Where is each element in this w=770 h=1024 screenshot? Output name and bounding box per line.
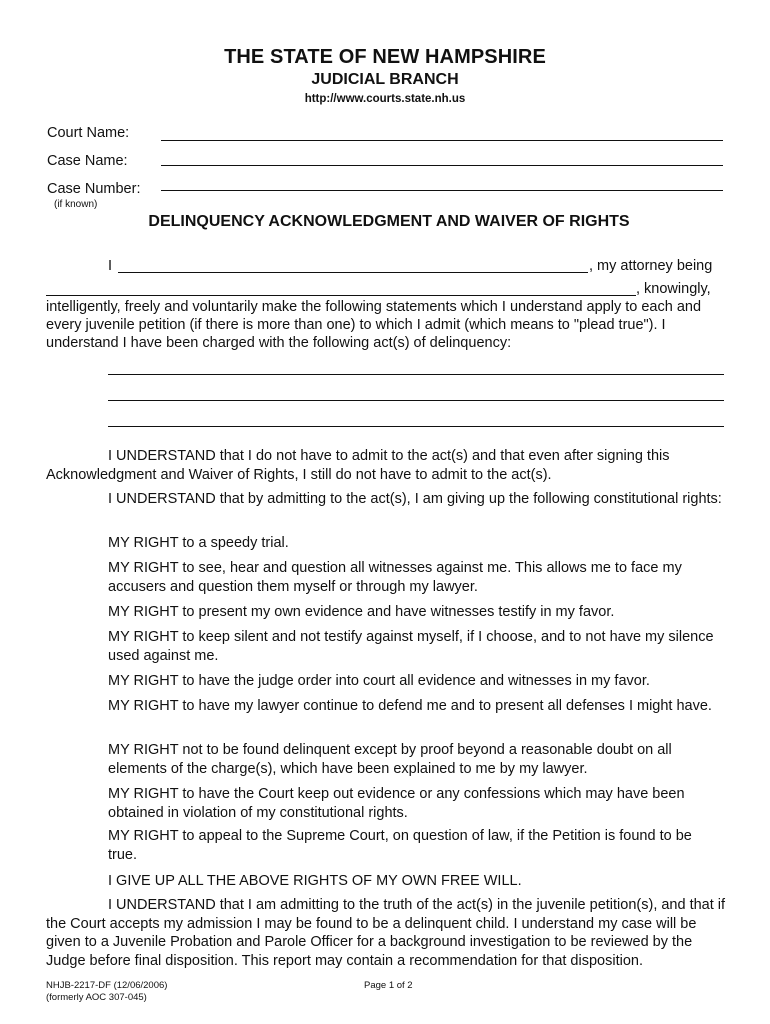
intro-line-3: intelligently, freely and voluntarily make the following statements which I understand apply to each and <box>46 299 702 315</box>
act-line-3[interactable] <box>108 426 724 427</box>
branch-heading: JUDICIAL BRANCH <box>311 71 459 88</box>
right-appeal: MY RIGHT to appeal to the Supreme Court, on question of law, if the Petition is found to be true. <box>108 828 692 863</box>
case-name-label: Case Name: <box>47 153 128 169</box>
court-url[interactable]: http://www.courts.state.nh.us <box>304 93 466 105</box>
case-name-line[interactable] <box>161 165 723 166</box>
page-number: Page 1 of 2 <box>364 980 413 991</box>
form-number: NHJB-2217-DF (12/06/2006) <box>46 980 168 991</box>
right-exclude-evidence: MY RIGHT to have the Court keep out evidence or any confessions which may have been obtained in violation of my constitutional rights. <box>108 786 685 821</box>
understand-paragraph-3: I UNDERSTAND that I am admitting to the truth of the act(s) in the juvenile petition(s), and that if the Court accepts my admission I may be found to be a delinquent child. I understand my case will be given to a Juvenile Probation and Parole Officer for a background investigation to be reviewed by the Judge before final disposition. This report may contain a recommendation for that disposition. <box>46 897 726 969</box>
formerly-note: (formerly AOC 307-045) <box>46 992 147 1003</box>
right-reasonable-doubt: MY RIGHT not to be found delinquent except by proof beyond a reasonable doubt on all elements of the charge(s), which have been explained to me by my lawyer. <box>108 742 672 777</box>
intro-i: I <box>108 258 113 274</box>
form-title: DELINQUENCY ACKNOWLEDGMENT AND WAIVER OF RIGHTS <box>148 213 630 230</box>
right-speedy-trial: MY RIGHT to a speedy trial. <box>108 535 289 551</box>
intro-line-5: understand I have been charged with the following act(s) of delinquency: <box>46 335 512 351</box>
understand-paragraph-1: I UNDERSTAND that I do not have to admit to the act(s) and that even after signing this Acknowledgment and Waiver of Rights, I still do not have to admit to the act(s). <box>46 448 670 483</box>
right-lawyer-defend: MY RIGHT to have my lawyer continue to defend me and to present all defenses I might have. <box>108 698 712 714</box>
state-heading: THE STATE OF NEW HAMPSHIRE <box>224 46 546 68</box>
if-known-note: (if known) <box>54 199 98 210</box>
right-judge-order: MY RIGHT to have the judge order into court all evidence and witnesses in my favor. <box>108 673 650 689</box>
intro-attorney-being: , my attorney being <box>589 258 713 274</box>
case-number-line[interactable] <box>161 190 723 191</box>
intro-line-4: every juvenile petition (if there is more than one) to which I admit (which means to "plead true"). I <box>46 317 666 333</box>
right-question-witnesses: MY RIGHT to see, hear and question all witnesses against me. This allows me to face my accusers and question them myself or through my lawyer. <box>108 560 682 595</box>
act-line-2[interactable] <box>108 400 724 401</box>
court-name-line[interactable] <box>161 140 723 141</box>
right-keep-silent: MY RIGHT to keep silent and not testify against myself, if I choose, and to not have my silence used against me. <box>108 629 714 664</box>
intro-knowingly: , knowingly, <box>636 281 711 297</box>
give-up-statement: I GIVE UP ALL THE ABOVE RIGHTS OF MY OWN FREE WILL. <box>108 873 522 889</box>
name-line[interactable] <box>118 272 588 273</box>
understand-paragraph-2: I UNDERSTAND that by admitting to the act(s), I am giving up the following constitutional rights: <box>108 491 722 507</box>
act-line-1[interactable] <box>108 374 724 375</box>
attorney-name-line[interactable] <box>46 295 636 296</box>
right-present-evidence: MY RIGHT to present my own evidence and have witnesses testify in my favor. <box>108 604 615 620</box>
court-name-label: Court Name: <box>47 125 130 141</box>
case-number-label: Case Number: <box>47 181 141 197</box>
